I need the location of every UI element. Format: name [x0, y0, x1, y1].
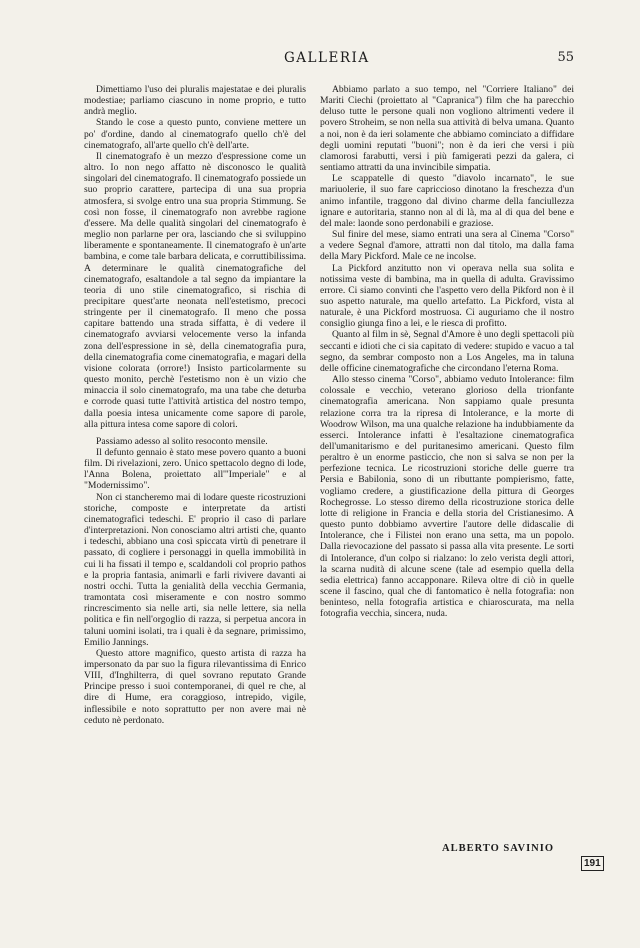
- paragraph: Quanto al film in sè, Segnal d'Amore è uno degli spettacoli più seccanti e idioti che ci sia capitato di vedere: stupido e vacuo a tal segno, da sembrar composto non a Los Angeles, ma in taluna delle officine cinematografiche che circondano l'eterna Roma.: [320, 329, 574, 374]
- author-signature: ALBERTO SAVINIO: [442, 843, 554, 854]
- journal-title: GALLERIA: [284, 50, 370, 66]
- page-number: 55: [557, 50, 574, 65]
- paragraph: La Pickford anzitutto non vi operava nella sua solita e notissima veste di bambina, ma in quella di adulta. Gravissimo errore. Ci siamo convinti che l'aspetto vero della Pikford non è il suo aspetto naturale, ma quello artefatto. La Pickford, vista al naturale, è una Pickford mostruosa. Ci auguriamo che il nostro consiglio giunga fino a lei, e le riesca di profitto.: [320, 262, 574, 330]
- left-column: [84, 84, 306, 726]
- archive-stamp: 191: [581, 856, 604, 871]
- running-head: [84, 50, 574, 72]
- paragraph: Le scappatelle di questo "diavolo incarnato", le sue mariuolerie, il suo fare capriccioso dinotano la freschezza d'un animo infantile, traggono dal divino charme della fanciullezza ignare e autoritaria, stanno non al di là, ma al di qua del bene e del male: laonde sono perdonabili e graziose.: [320, 173, 574, 229]
- right-column: [320, 84, 574, 620]
- paragraph: Sul finire del mese, siamo entrati una sera al Cinema "Corso" a vedere Segnal d'amore, attratti non dal titolo, ma dalla fama della Mary Pickford. Male ce ne incolse.: [320, 229, 574, 263]
- paragraph: Stando le cose a questo punto, conviene mettere un po' d'ordine, dando al cinematografo quello ch'è del cinematografo, all'arte quello ch'è dell'arte.: [84, 117, 306, 151]
- paragraph: Il defunto gennaio è stato mese povero quanto a buoni film. Di rivelazioni, zero. Unico spettacolo degno di lode, l'Anna Bolena, proiettato all'"Imperiale" e al "Modernissimo".: [84, 447, 306, 492]
- paragraph: Il cinematografo è un mezzo d'espressione come un altro. Io non nego affatto nè disconosco le qualità singolari del cinematografo. Il cinematografo possiede un suo proprio carattere, partecipa di una sua propria atmosfera, si svolge entro una sua propria Stimmung. Se così non fosse, il cinematografo non avrebbe ragione d'essere. Ma delle qualità singolari del cinematografo è meglio non parlarne per ora, lasciando che si sviluppino liberamente e spontaneamente. Il cinematografo è un'arte bambina, e come tale barbara delicata, e corruttibilissima. A determinare le qualità cinematografiche del cinematografo, esaltandole a tal segno da impiantare la teoria di uno stile cinematografico, si rischia di precipitare quest'arte neonata nell'estetismo, precoci stringente per il cinematografo. Il meno che possa capitare battendo una strada siffatta, è di vedere il cinematografo avviarsi velocemente verso la infanda zona dell'espressione in sè, della cinematografia pura, della cinematografia come cinematografia, e magari della visione colorata (orrore!) Insisto particolarmente su questo monito, perchè l'estetismo non è un vizio che minaccia il solo cinematografo, ma una tabe che deturba e corrode quasi tutte l'attività artistica del nostro tempo, dalla poesia intesa unicamente come sapore di parole, alla pittura intesa come sapore di colori.: [84, 150, 306, 430]
- paragraph: Abbiamo parlato a suo tempo, nel "Corriere Italiano" dei Mariti Ciechi (proiettato al "Capranica") film che ha parecchio deluso tutte le persone quali non vogliono altrimenti vedere il povero Stroheim, se non nella sua attività di belva umana. Quanto a noi, non è da ieri solamente che abbiamo cominciato a diffidare degli uomini reputati "buoni"; non è da ieri che versi i più clamorosi farabutti, versi i più famigerati pezzi da galera, ci sentiamo attratti da una invincibile simpatia.: [320, 84, 574, 174]
- paragraph: Dimettiamo l'uso dei pluralis majestatae e dei pluralis modestiae; parliamo ciascuno in nome proprio, e tutto andrà meglio.: [84, 84, 306, 118]
- paragraph: Passiamo adesso al solito resoconto mensile.: [96, 435, 268, 447]
- paragraph: Non ci stancheremo mai di lodare queste ricostruzioni storiche, composte e interpretate da artisti cinematografici tedeschi. E' proprio il caso di parlare d'interpretazioni. Non conosciamo altri artisti che, quanto i tedeschi, abbiano una così spiccata virtù di penetrare il passato, di cogliere i personaggi in quella immobilità in cui li ha fissati il tempo e, scaldandoli col proprio pathos e la propria fantasia, animarli e farli rivivere davanti ai nostri occhi. Tutta la genialità della vecchia Germania, tramontata così miseramente e con nostro sommo rincrescimento sia nelle arti, sia nelle lettere, sia nella politica e fin nell'orgoglio di razza, si perpetua ancora in taluni uomini isolati, tra i quali è da segnare, primissimo, Emilio Jannings.: [84, 491, 306, 648]
- paragraph: Allo stesso cinema "Corso", abbiamo veduto Intolerance: film colossale e vecchio, veterano glorioso della trionfante cinematografia americana. Non sappiamo quale presunta relazione corra tra la ripresa di Intolerance, e la morte di Woodrow Wilson, ma una qualche relazione ha indubbiamente da esserci. Intolerance infatti è l'esaltazione cinematografica dell'umanitarismo e del puritanesimo americani. Questo film peraltro è un enorme pasticcio, che non si salva se non per la perfezione tecnica. Le ricostruzioni storiche delle guerre tra Persia e Babilonia, sono di un ributtante pompierismo, fatte, vogliamo credere, a giustificazione della pittura di Georges Rochegrosse. Lo stesso diremo della ricostruzione storica delle lotte di religione in Francia e della storia del Cristianesimo. A questo punto dobbiamo avvertire l'autore delle didascalie di Intolerance, che i Filistei non erano una setta, ma un popolo. Dalla rievocazione del passato si passa alla vita presente. Le sorti di Intolerance, d'un colpo si rialzano: lo zelo verista degli attori, la scarna nudità di alcune scene (tale ad esempio quella della sedia elettrica) fanno accapponare. Rileva oltre di ciò in quelle scene il fascino, qual che di fantomatico è nella fotografia: non beninteso, nella fotografia artistica e chiaroscurata, ma nella fotografia vecchia, sincera, nuda.: [320, 374, 574, 620]
- paragraph: Questo attore magnifico, questo artista di razza ha impersonato da par suo la figura rilevantissima di Enrico VIII, d'Inghilterra, di quel sovrano reputato Grande Principe presso i suoi contemporanei, di quel re che, al dire di Hume, era coraggioso, intrepido, vigile, inflessibile e noto soprattutto per non avere mai nè ceduto nè perdonato.: [84, 647, 306, 726]
